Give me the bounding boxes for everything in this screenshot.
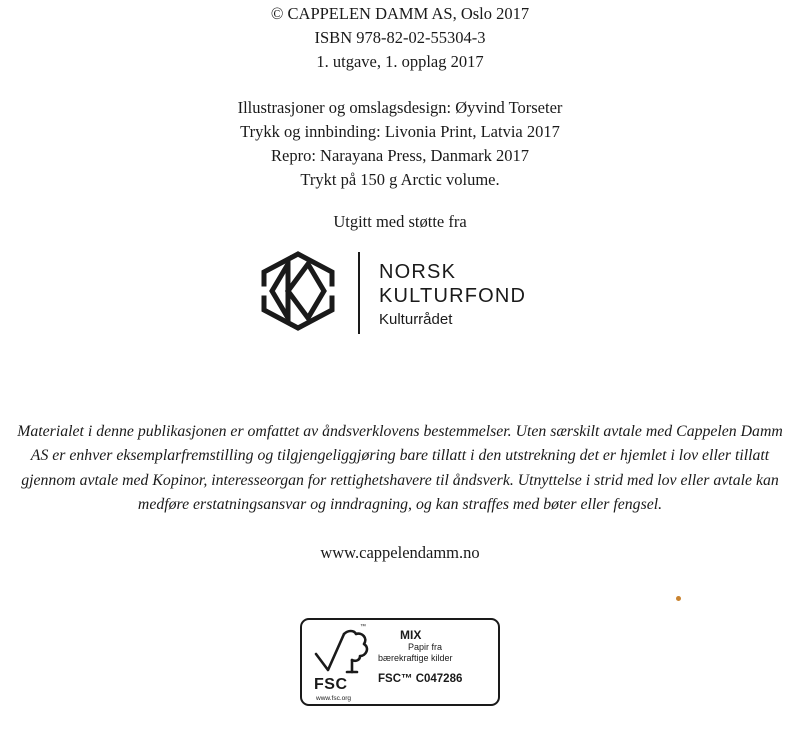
paper-speck [676,596,681,601]
fsc-license-code: FSC™ C047286 [378,673,463,685]
fsc-trademark: ™ [360,624,366,630]
fsc-paper-line1: Papir fra [408,642,443,652]
website-block [0,541,800,565]
support-text: Utgitt med støtte fra [333,212,467,231]
website-link: www.cappelendamm.no [320,543,480,562]
imprint-block [0,2,800,74]
fsc-mix: MIX [400,628,422,642]
fsc-details [378,628,498,685]
legal-notice: Materialet i denne publikasjonen er omfattet av åndsverklovens bestemmelser. Uten særskilt avtale med Cappelen Damm AS er enhver eksemplarfremstilling og tilgjengeliggjøring bare tillatt i den utstrekning det er hjemlet i lov eller tillatt gjennom avtale med Kopinor, interesseorgan for rettighetshavere til åndsverk. Utnyttelse i strid med lov eller avtale kan medføre erstatningsansvar og inndragning, og kan straffes med bøter eller fengsel. [17,422,783,514]
norsk-kulturfond-logo [258,240,558,336]
logo-divider [358,252,360,334]
fsc-website: www.fsc.org [316,695,352,702]
edition-line: 1. utgave, 1. opplag 2017 [316,52,484,71]
repro-credit: Repro: Narayana Press, Danmark 2017 [271,146,529,165]
fsc-paper-line2: bærekraftige kilder [378,653,453,663]
logo-text [379,260,526,328]
fsc-tree-check-icon [314,626,374,678]
kulturfond-hexagon-k-icon [258,250,338,332]
print-credit: Trykk og innbinding: Livonia Print, Latvia 2017 [240,122,560,141]
fsc-label [300,618,500,706]
logo-line-kulturfond: KULTURFOND [379,285,527,307]
logo-line-kulturradet: Kulturrådet [379,311,453,328]
paper-credit: Trykt på 150 g Arctic volume. [300,170,500,189]
illustration-credit: Illustrasjoner og omslagsdesign: Øyvind Torseter [237,98,563,117]
isbn-line: ISBN 978-82-02-55304-3 [314,28,486,47]
logo-line-norsk: NORSK [379,261,457,283]
credits-block [0,96,800,192]
copyright-line: © CAPPELEN DAMM AS, Oslo 2017 [270,4,530,23]
support-block [0,210,800,234]
fsc-wordmark: FSC [314,676,348,693]
